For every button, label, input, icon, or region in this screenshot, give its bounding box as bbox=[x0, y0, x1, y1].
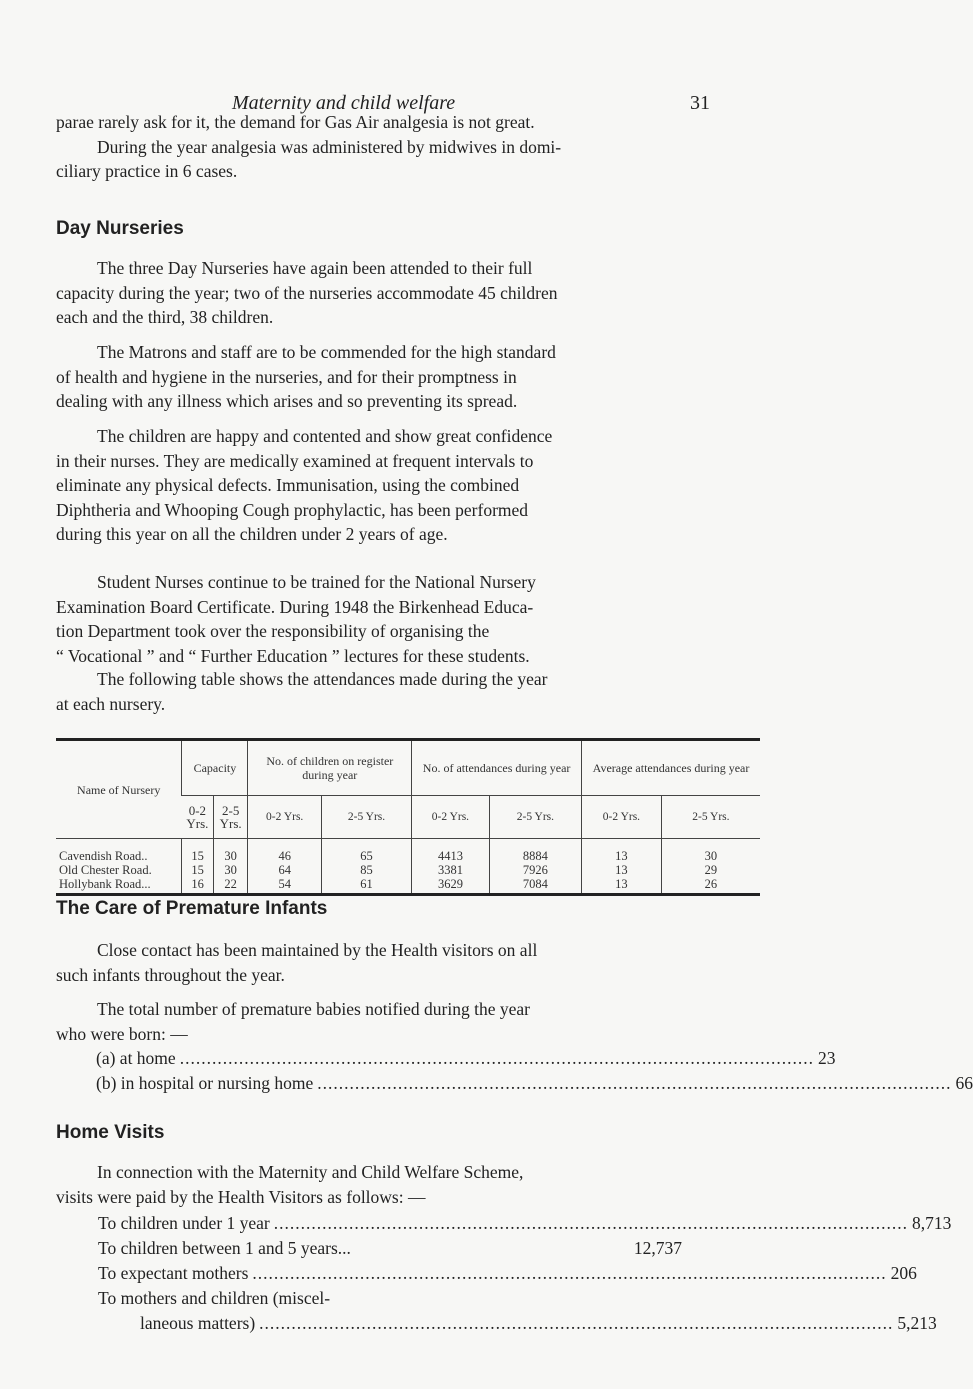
text-line: Student Nurses continue to be trained for the National Nursery bbox=[97, 572, 536, 592]
item-label: laneous matters) bbox=[140, 1313, 256, 1333]
premature-births-in-hospital bbox=[96, 1071, 973, 1096]
visits-mothers-children-line1 bbox=[98, 1286, 682, 1311]
sub-column-header: 0-2 Yrs. bbox=[182, 796, 213, 839]
visits-children-1-to-5 bbox=[98, 1236, 682, 1261]
text-line: Close contact has been maintained by the Health visitors on all bbox=[97, 940, 538, 960]
dot-leader: ...................................................................................................................... bbox=[273, 1213, 909, 1233]
premature-births-at-home bbox=[96, 1046, 836, 1071]
item-label: (b) in hospital or nursing home bbox=[96, 1073, 314, 1093]
item-value: 8,713 bbox=[912, 1213, 952, 1233]
paragraph bbox=[56, 570, 758, 668]
visits-miscellaneous bbox=[140, 1311, 937, 1336]
paragraph bbox=[56, 667, 758, 716]
table-cell: 15 bbox=[182, 863, 213, 877]
sub-column-header: 0-2 Yrs. bbox=[582, 796, 662, 839]
column-header: No. of attendances during year bbox=[412, 740, 582, 796]
dot-leader: ...................................................................................................................... bbox=[259, 1313, 894, 1333]
item-value: 5,213 bbox=[897, 1313, 937, 1333]
table-cell: 64 bbox=[248, 863, 321, 877]
item-label: To mothers and children (miscel- bbox=[98, 1288, 331, 1308]
text-line: capacity during the year; two of the nurseries accommodate 45 children bbox=[56, 282, 558, 303]
running-title: Maternity and child welfare bbox=[232, 92, 456, 114]
paragraph bbox=[56, 997, 758, 1046]
nursery-name: Hollybank Road... bbox=[56, 877, 182, 895]
table-cell: 30 bbox=[213, 839, 248, 864]
item-value: 66 bbox=[955, 1073, 973, 1093]
page-number: 31 bbox=[690, 92, 710, 114]
text-line: parae rarely ask for it, the demand for Gas Air analgesia is not great. bbox=[56, 112, 535, 132]
paragraph bbox=[56, 256, 758, 330]
paragraph bbox=[56, 1160, 758, 1209]
item-label: To children under 1 year bbox=[98, 1213, 270, 1233]
column-header: Name of Nursery bbox=[56, 740, 182, 839]
dot-leader: ...................................................................................................................... bbox=[179, 1048, 814, 1068]
sub-column-header: 0-2 Yrs. bbox=[248, 796, 321, 839]
text-line: In connection with the Maternity and Child Welfare Scheme, bbox=[97, 1162, 524, 1182]
text-line: During the year analgesia was administered by midwives in domi- bbox=[97, 136, 562, 157]
text-line: visits were paid by the Health Visitors as follows: — bbox=[56, 1186, 426, 1207]
table-cell: 46 bbox=[248, 839, 321, 864]
item-value: 23 bbox=[817, 1048, 836, 1068]
table-cell: 7926 bbox=[489, 863, 581, 877]
intro-paragraph bbox=[56, 110, 758, 184]
table-cell: 16 bbox=[182, 877, 213, 895]
item-label: To expectant mothers bbox=[98, 1263, 249, 1283]
table-cell: 3381 bbox=[412, 863, 490, 877]
sub-column-header: 2-5 Yrs. bbox=[489, 796, 581, 839]
sub-column-header: 0-2 Yrs. bbox=[412, 796, 490, 839]
item-label: (a) at home bbox=[96, 1048, 176, 1068]
visits-children-under-1 bbox=[98, 1211, 952, 1236]
table-cell: 30 bbox=[213, 863, 248, 877]
text-line: Examination Board Certificate. During 1948 the Birkenhead Educa- bbox=[56, 596, 534, 617]
text-line: The children are happy and contented and show great confidence bbox=[97, 426, 553, 446]
table-cell: 22 bbox=[213, 877, 248, 895]
column-header: Capacity bbox=[182, 740, 248, 796]
table-cell: 3629 bbox=[412, 877, 490, 895]
sub-column-header: 2-5 Yrs. bbox=[661, 796, 760, 839]
sub-column-header: 2-5 Yrs. bbox=[321, 796, 411, 839]
text-line: who were born: — bbox=[56, 1023, 188, 1044]
table-cell: 7084 bbox=[489, 877, 581, 895]
table-cell: 13 bbox=[582, 839, 662, 864]
table-cell: 29 bbox=[661, 863, 760, 877]
section-heading-premature-infants: The Care of Premature Infants bbox=[56, 898, 328, 919]
text-line: Diphtheria and Whooping Cough prophylactic, has been performed bbox=[56, 499, 529, 520]
text-line: The total number of premature babies notified during the year bbox=[97, 999, 530, 1019]
table-cell: 15 bbox=[182, 839, 213, 864]
table-cell: 61 bbox=[321, 877, 411, 895]
text-line: The following table shows the attendances made during the year bbox=[97, 669, 548, 689]
item-value: 206 bbox=[890, 1263, 917, 1283]
text-line: such infants throughout the year. bbox=[56, 964, 285, 985]
dot-leader: ...................................................................................................................... bbox=[317, 1073, 952, 1093]
text-line: in their nurses. They are medically examined at frequent intervals to bbox=[56, 450, 534, 471]
item-label: To children between 1 and 5 years... bbox=[98, 1238, 351, 1258]
text-line: at each nursery. bbox=[56, 693, 166, 714]
nursery-attendance-table bbox=[56, 738, 760, 896]
nursery-name: Old Chester Road. bbox=[59, 863, 152, 877]
table-cell: 13 bbox=[582, 863, 662, 877]
table-cell: 4413 bbox=[412, 839, 490, 864]
table-cell: 13 bbox=[582, 877, 662, 895]
section-heading-day-nurseries: Day Nurseries bbox=[56, 218, 184, 239]
nursery-name: Cavendish Road.. bbox=[56, 839, 182, 864]
dot-leader: ...................................................................................................................... bbox=[252, 1263, 887, 1283]
table-cell: 54 bbox=[248, 877, 321, 895]
item-value: 12,737 bbox=[633, 1238, 682, 1258]
table-cell: 8884 bbox=[489, 839, 581, 864]
table-row bbox=[56, 863, 760, 877]
column-header: Average attendances during year bbox=[582, 740, 760, 796]
table-row bbox=[56, 839, 760, 864]
section-heading-home-visits: Home Visits bbox=[56, 1122, 165, 1143]
text-line: ciliary practice in 6 cases. bbox=[56, 161, 238, 181]
table-cell: 85 bbox=[321, 863, 411, 877]
column-header: No. of children on register during year bbox=[248, 740, 412, 796]
text-line: “ Vocational ” and “ Further Education ” lectures for these students. bbox=[56, 645, 530, 666]
table-cell: 65 bbox=[321, 839, 411, 864]
table-cell: 30 bbox=[661, 839, 760, 864]
text-line: of health and hygiene in the nurseries, and for their promptness in bbox=[56, 366, 517, 387]
paragraph bbox=[56, 424, 758, 547]
text-line: The Matrons and staff are to be commended for the high standard bbox=[97, 342, 556, 362]
text-line: each and the third, 38 children. bbox=[56, 307, 274, 327]
text-line: dealing with any illness which arises and so preventing its spread. bbox=[56, 391, 518, 411]
visits-expectant-mothers bbox=[98, 1261, 917, 1286]
paragraph bbox=[56, 938, 758, 987]
text-line: tion Department took over the responsibility of organising the bbox=[56, 621, 490, 641]
sub-column-header: 2-5 Yrs. bbox=[213, 796, 248, 839]
table-row bbox=[56, 877, 760, 895]
paragraph bbox=[56, 340, 758, 414]
text-line: during this year on all the children under 2 years of age. bbox=[56, 524, 448, 544]
text-line: eliminate any physical defects. Immunisation, using the combined bbox=[56, 475, 520, 495]
table-cell: 26 bbox=[661, 877, 760, 895]
text-line: The three Day Nurseries have again been attended to their full bbox=[97, 258, 533, 278]
